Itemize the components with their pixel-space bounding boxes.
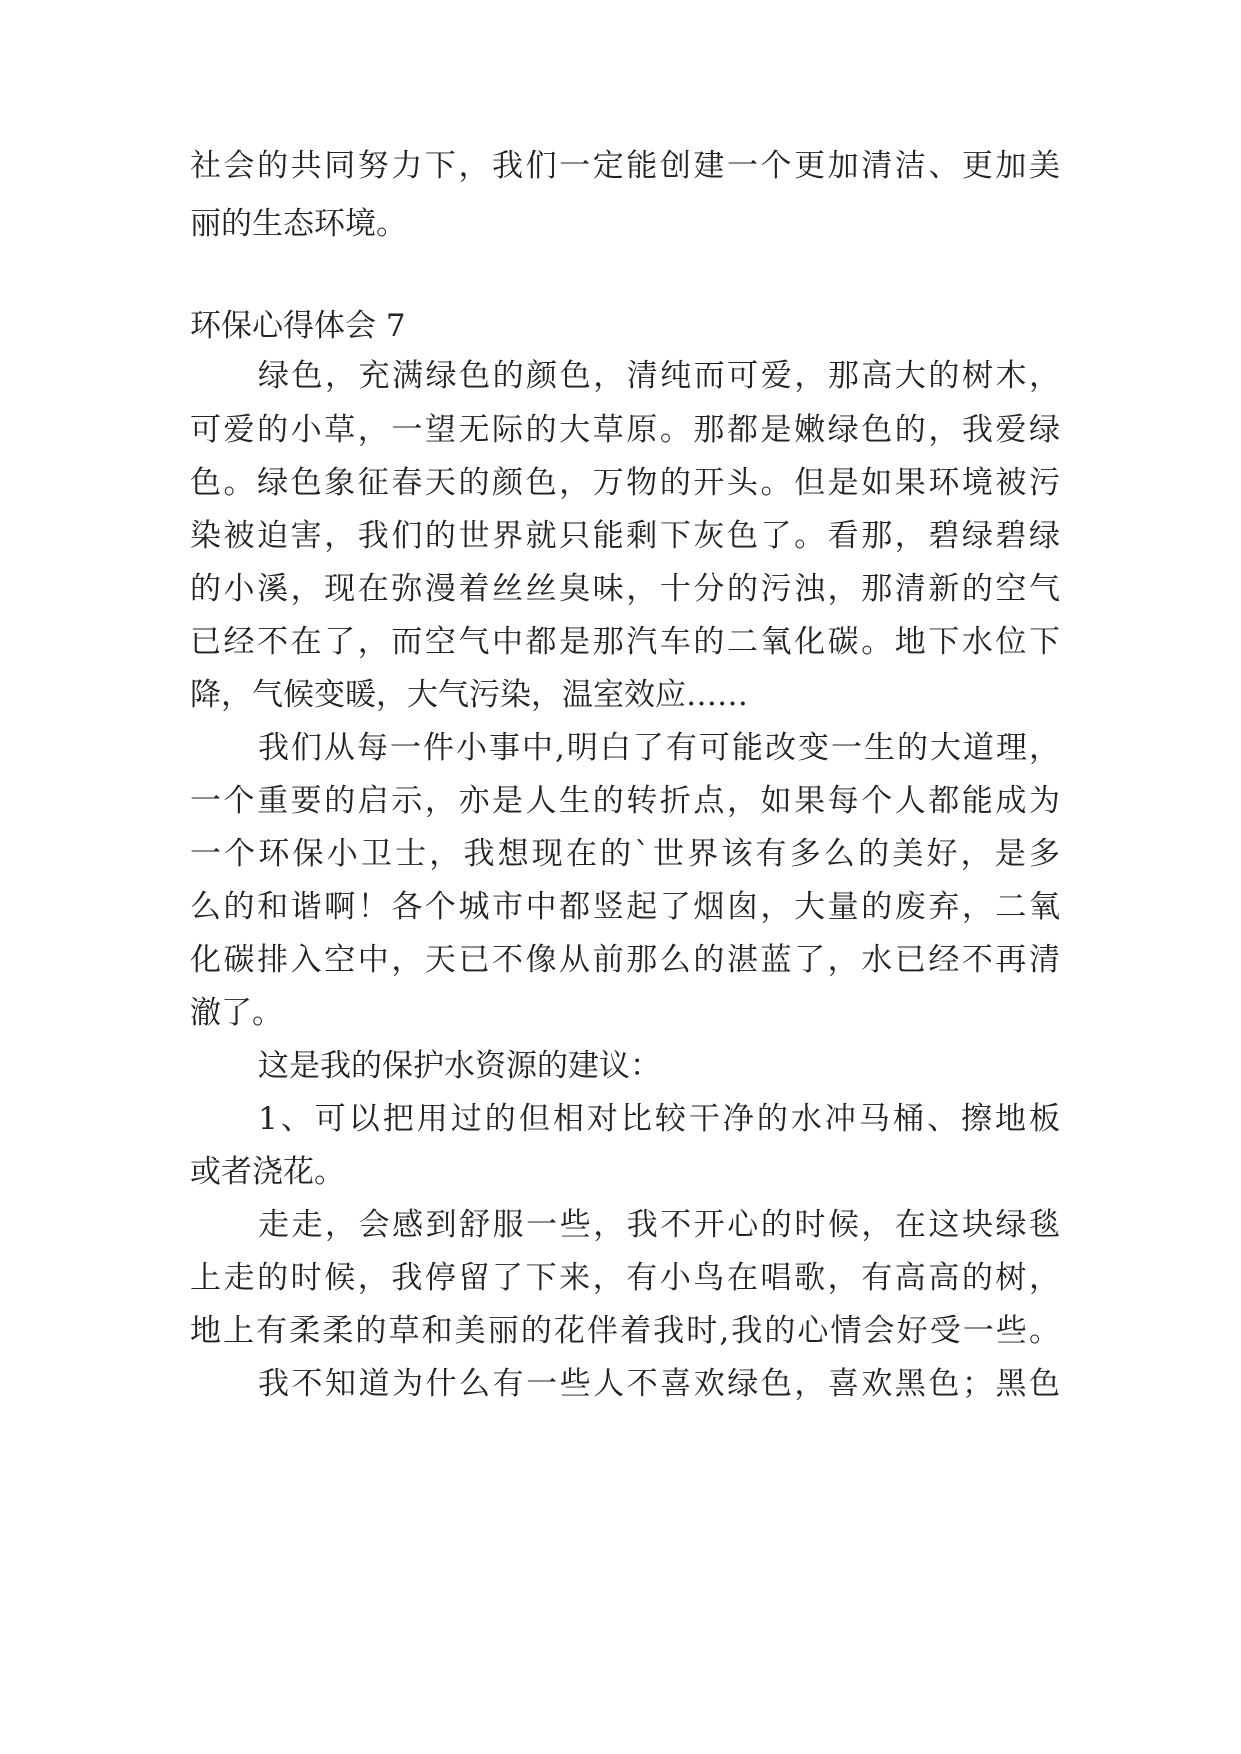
- text-line: 我们从每一件小事中,明白了有可能改变一生的大道理，: [258, 730, 1060, 766]
- text-line: 化碳排入空中，天已不像从前那么的湛蓝了，水已经不再清: [190, 942, 1060, 978]
- text-line: 或者浇花。: [190, 1154, 345, 1190]
- text-line: 走走，会感到舒服一些，我不开心的时候，在这块绿毯: [258, 1207, 1060, 1243]
- text-line: 降，气候变暖，大气污染，温室效应……: [190, 677, 748, 713]
- text-line: 可爱的小草，一望无际的大草原。那都是嫩绿色的，我爱绿: [190, 412, 1060, 448]
- text-line: 么的和谐啊！各个城市中都竖起了烟囱，大量的废弃，二氧: [190, 889, 1060, 925]
- text-line: 这是我的保护水资源的建议：: [258, 1048, 661, 1084]
- text-line: 1、可以把用过的但相对比较干净的水冲马桶、擦地板: [258, 1101, 1060, 1137]
- text-line: 绿色，充满绿色的颜色，清纯而可爱，那高大的树木，: [258, 358, 1060, 394]
- text-line: 我不知道为什么有一些人不喜欢绿色，喜欢黑色；黑色: [258, 1366, 1060, 1402]
- text-line: 地上有柔柔的草和美丽的花伴着我时,我的心情会好受一些。: [190, 1313, 1060, 1349]
- text-line: 一个重要的启示，亦是人生的转折点，如果每个人都能成为: [190, 783, 1060, 819]
- text-line: 丽的生态环境。: [190, 206, 407, 242]
- text-line: 一个环保小卫士，我想现在的`世界该有多么的美好，是多: [190, 836, 1060, 872]
- text-line: 已经不在了，而空气中都是那汽车的二氧化碳。地下水位下: [190, 624, 1060, 660]
- text-line: 染被迫害，我们的世界就只能剩下灰色了。看那，碧绿碧绿: [190, 518, 1060, 554]
- text-line: 色。绿色象征春天的颜色，万物的开头。但是如果环境被污: [190, 465, 1060, 501]
- text-line: 社会的共同努力下，我们一定能创建一个更加清洁、更加美: [190, 148, 1060, 184]
- text-line: 澈了。: [190, 995, 283, 1031]
- text-line: 上走的时候，我停留了下来，有小鸟在唱歌，有高高的树，: [190, 1260, 1060, 1296]
- section-title: 环保心得体会 7: [190, 308, 406, 344]
- text-line: 的小溪，现在弥漫着丝丝臭味，十分的污浊，那清新的空气: [190, 571, 1060, 607]
